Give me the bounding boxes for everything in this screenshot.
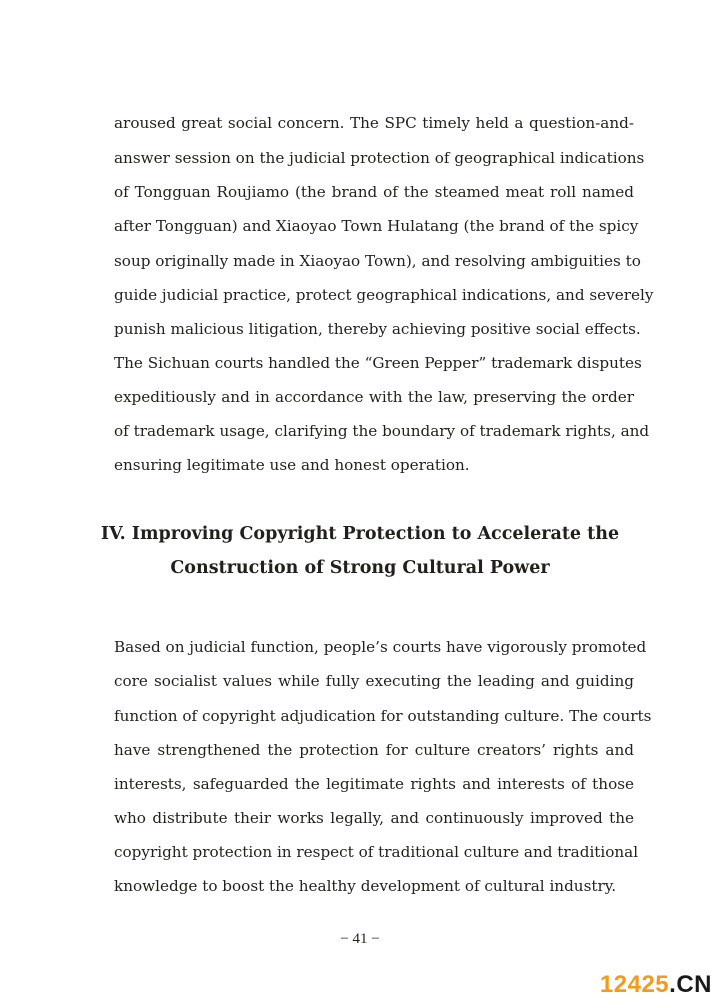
- page-number: − 41 −: [340, 931, 380, 947]
- paragraph-line: interests, safeguarded the legitimate rights and interests of those: [114, 775, 634, 793]
- paragraph-line: have strengthened the protection for culture creators’ rights and: [114, 741, 634, 759]
- paragraph-line: The Sichuan courts handled the “Green Pepper” trademark disputes: [114, 354, 642, 372]
- paragraph-line: of Tongguan Roujiamo (the brand of the steamed meat roll named: [114, 183, 634, 201]
- paragraph-line: soup originally made in Xiaoyao Town), and resolving ambiguities to: [114, 252, 641, 270]
- section-heading-line-2: Construction of Strong Cultural Power: [170, 558, 550, 578]
- section-heading-line-1: IV. Improving Copyright Protection to Accelerate the: [100, 524, 620, 544]
- watermark-suffix: .CN: [669, 971, 712, 998]
- paragraph-line: answer session on the judicial protection of geographical indications: [114, 149, 645, 167]
- paragraph-line: who distribute their works legally, and continuously improved the: [114, 809, 634, 827]
- paragraph-line: core socialist values while fully executing the leading and guiding: [114, 672, 634, 690]
- watermark-number: 12425: [599, 971, 670, 998]
- paragraph-line: expeditiously and in accordance with the law, preserving the order: [114, 388, 634, 406]
- paragraph-line: of trademark usage, clarifying the boundary of trademark rights, and: [114, 422, 650, 440]
- paragraph-line: punish malicious litigation, thereby achieving positive social effects.: [114, 320, 641, 338]
- paragraph-line: ensuring legitimate use and honest operation.: [114, 456, 470, 474]
- paragraph-line: aroused great social concern. The SPC timely held a question-and-: [114, 114, 634, 132]
- paragraph-line: Based on judicial function, people’s courts have vigorously promoted: [114, 638, 647, 656]
- paragraph-line: copyright protection in respect of traditional culture and traditional: [114, 843, 639, 861]
- paragraph-line: after Tongguan) and Xiaoyao Town Hulatang (the brand of the spicy: [114, 217, 639, 235]
- paragraph-line: guide judicial practice, protect geographical indications, and severely: [114, 286, 654, 304]
- site-watermark: [600, 970, 712, 1000]
- paragraph-line: function of copyright adjudication for outstanding culture. The courts: [114, 707, 652, 725]
- paragraph-line: knowledge to boost the healthy development of cultural industry.: [114, 877, 617, 895]
